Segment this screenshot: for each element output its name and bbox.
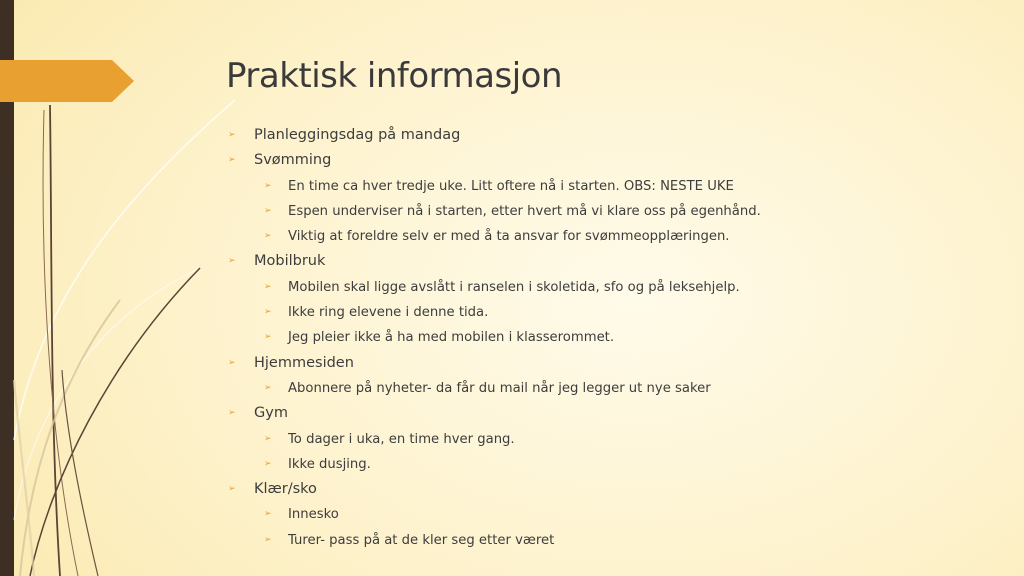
list-item-text: Planleggingsdag på mandag	[254, 127, 461, 143]
list-item	[226, 123, 1006, 148]
bullet-arrow-icon: ➢	[228, 357, 236, 368]
bullet-arrow-icon: ➢	[228, 155, 236, 166]
bullet-arrow-icon: ➢	[264, 281, 272, 292]
list-item	[226, 275, 1006, 300]
list-item-text: En time ca hver tredje uke. Litt oftere nå i starten. OBS: NESTE UKE	[288, 178, 734, 194]
list-item	[226, 452, 1006, 477]
list-item-text: Viktig at foreldre selv er med å ta ansvar for svømmeopplæringen.	[288, 229, 730, 245]
list-item	[226, 174, 1006, 199]
list-item-text: Innesko	[288, 507, 339, 523]
bullet-arrow-icon: ➢	[264, 180, 272, 191]
list-item-text: Hjemmesiden	[254, 354, 354, 371]
bullet-arrow-icon: ➢	[264, 205, 272, 216]
list-item-text: Turer- pass på at de kler seg etter været	[288, 532, 555, 548]
bullet-arrow-icon: ➢	[264, 231, 272, 242]
list-item-text: Gym	[254, 405, 288, 422]
bullet-arrow-icon: ➢	[264, 458, 272, 469]
list-item-text: Abonnere på nyheter- da får du mail når jeg legger ut nye saker	[288, 380, 711, 396]
bullet-arrow-icon: ➢	[264, 509, 272, 520]
list-item	[226, 224, 1006, 249]
list-item	[226, 502, 1006, 527]
bullet-arrow-icon: ➢	[264, 382, 272, 393]
list-item	[226, 199, 1006, 224]
list-item-text: Jeg pleier ikke å ha med mobilen i klasserommet.	[288, 330, 615, 346]
bullet-arrow-icon: ➢	[228, 408, 236, 419]
bullet-arrow-icon: ➢	[264, 433, 272, 444]
list-item	[226, 325, 1006, 350]
list-item	[226, 401, 1006, 426]
list-item-text: Ikke ring elevene i denne tida.	[288, 305, 489, 321]
bullet-arrow-icon: ➢	[228, 484, 236, 495]
bullet-arrow-icon: ➢	[264, 307, 272, 318]
bullet-arrow-icon: ➢	[264, 332, 272, 343]
list-item	[226, 148, 1006, 173]
list-item	[226, 376, 1006, 401]
list-item-text: Mobilen skal ligge avslått i ranselen i skoletida, sfo og på leksehjelp.	[288, 279, 740, 295]
list-item	[226, 351, 1006, 376]
list-item-text: Ikke dusjing.	[288, 456, 371, 472]
list-item	[226, 477, 1006, 502]
list-item-text: Espen underviser nå i starten, etter hvert må vi klare oss på egenhånd.	[288, 203, 761, 219]
bullet-arrow-icon: ➢	[228, 256, 236, 267]
list-item-text: Mobilbruk	[254, 253, 326, 270]
list-item	[226, 528, 1006, 553]
bullet-arrow-icon: ➢	[264, 534, 272, 545]
bullet-list	[226, 123, 1006, 553]
slide-title: Praktisk informasjon	[226, 56, 563, 96]
bullet-arrow-icon: ➢	[228, 130, 236, 140]
list-item-text: Klær/sko	[254, 481, 317, 498]
list-item-text: To dager i uka, en time hver gang.	[288, 431, 515, 447]
list-item	[226, 427, 1006, 452]
title-accent-arrow	[0, 0, 140, 110]
list-item	[226, 249, 1006, 274]
list-item	[226, 300, 1006, 325]
list-item-text: Svømming	[254, 152, 332, 169]
